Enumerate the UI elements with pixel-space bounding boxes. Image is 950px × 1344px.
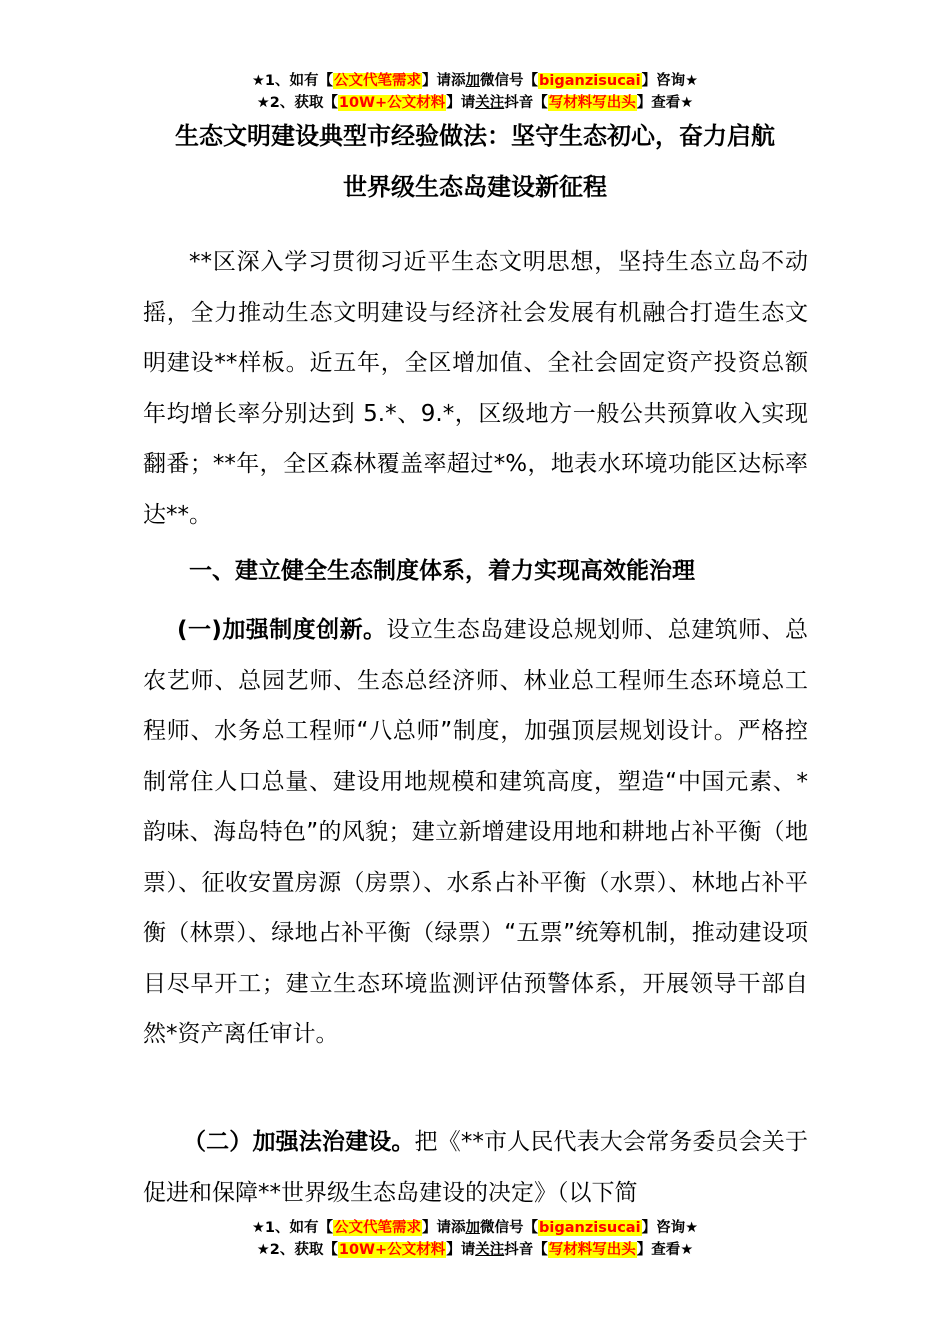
document-title-line-1: 生态文明建设典型市经验做法：坚守生态初心，奋力启航 — [175, 122, 775, 150]
banner-text: 】查看★ — [636, 95, 694, 111]
bottom-banner — [0, 1217, 950, 1261]
banner-highlight: biganzisucai — [539, 1220, 641, 1236]
banner-text: 】请 — [446, 1242, 476, 1258]
banner-underlined-text: 加 — [465, 1220, 481, 1236]
paragraph-lead: （二）加强法治建设。 — [183, 1129, 415, 1155]
paragraph-body: 设立生态岛建设总规划师、总建筑师、总农艺师、总园艺师、生态总经济师、林业总工程师生态环境总工程师、水务总工程师“八总师”制度，加强顶层规划设计。严格控制常住人口总量、建设用地规模和建筑高度，塑造“中国元素、*韵味、海岛特色”的风貌；建立新增建设用地和耕地占补平衡（地票）、征收安置房源（房票）、水系占补平衡（水票）、林地占补平衡（林票）、绿地占补平衡（绿票）“五票”统筹机制，推动建设项目尽早开工；建立生态环境监测评估预警体系，开展领导干部自然*资产离任审计。 — [143, 617, 809, 1047]
banner-text: ★1、如有【 — [251, 73, 334, 89]
top-banner — [0, 70, 950, 114]
banner-text: 】请添 — [422, 73, 466, 89]
intro-paragraph: **区深入学习贯彻习近平生态文明思想，坚持生态立岛不动摇，全力推动生态文明建设与经济社会发展有机融合打造生态文明建设**样板。近五年，全区增加值、全社会固定资产投资总额年均增长率分别达到 5.*、9.*，区级地方一般公共预算收入实现翻番；**年，全区森林覆盖率超过*%，地表水环境功能区达标率达**。 — [143, 249, 808, 528]
banner-text: 抖音【 — [504, 1242, 548, 1258]
paragraph-2 — [143, 1117, 808, 1218]
banner-text: ★1、如有【 — [251, 1220, 334, 1236]
banner-text: 抖音【 — [504, 95, 548, 111]
banner-text: 微信号【 — [480, 1220, 539, 1236]
banner-text: 】查看★ — [636, 1242, 694, 1258]
paragraph-lead: (一)加强制度创新。 — [177, 617, 387, 643]
paragraph-body: 把《**市人民代表大会常务委员会关于促进和保障**世界级生态岛建设的决定》（以下简 — [143, 1129, 809, 1206]
banner-text: 】咨询★ — [641, 1220, 699, 1236]
banner-highlight: 10W+公文材料 — [338, 1242, 446, 1258]
banner-line-1 — [0, 70, 950, 92]
banner-highlight: 公文代笔需求 — [334, 73, 422, 89]
banner-highlight: 写材料写出头 — [548, 95, 636, 111]
section-heading: 一、建立健全生态制度体系，着力实现高效能治理 — [189, 558, 695, 584]
banner-underlined-text: 加 — [465, 73, 481, 89]
paragraph-1 — [143, 605, 808, 1060]
banner-underlined-text: 关注 — [475, 1242, 505, 1258]
banner-highlight: 10W+公文材料 — [338, 95, 446, 111]
banner-line-2 — [0, 1239, 950, 1261]
banner-text: ★2、获取【 — [256, 95, 338, 111]
banner-highlight: 公文代笔需求 — [334, 1220, 422, 1236]
banner-text: 】请 — [446, 95, 476, 111]
banner-text: 】咨询★ — [641, 73, 699, 89]
banner-text: 微信号【 — [480, 73, 539, 89]
banner-highlight: 写材料写出头 — [548, 1242, 636, 1258]
document-title-line-2: 世界级生态岛建设新征程 — [343, 173, 607, 201]
banner-text: ★2、获取【 — [256, 1242, 338, 1258]
banner-highlight: biganzisucai — [539, 73, 641, 89]
banner-line-1 — [0, 1217, 950, 1239]
banner-underlined-text: 关注 — [475, 95, 505, 111]
banner-text: 】请添 — [422, 1220, 466, 1236]
